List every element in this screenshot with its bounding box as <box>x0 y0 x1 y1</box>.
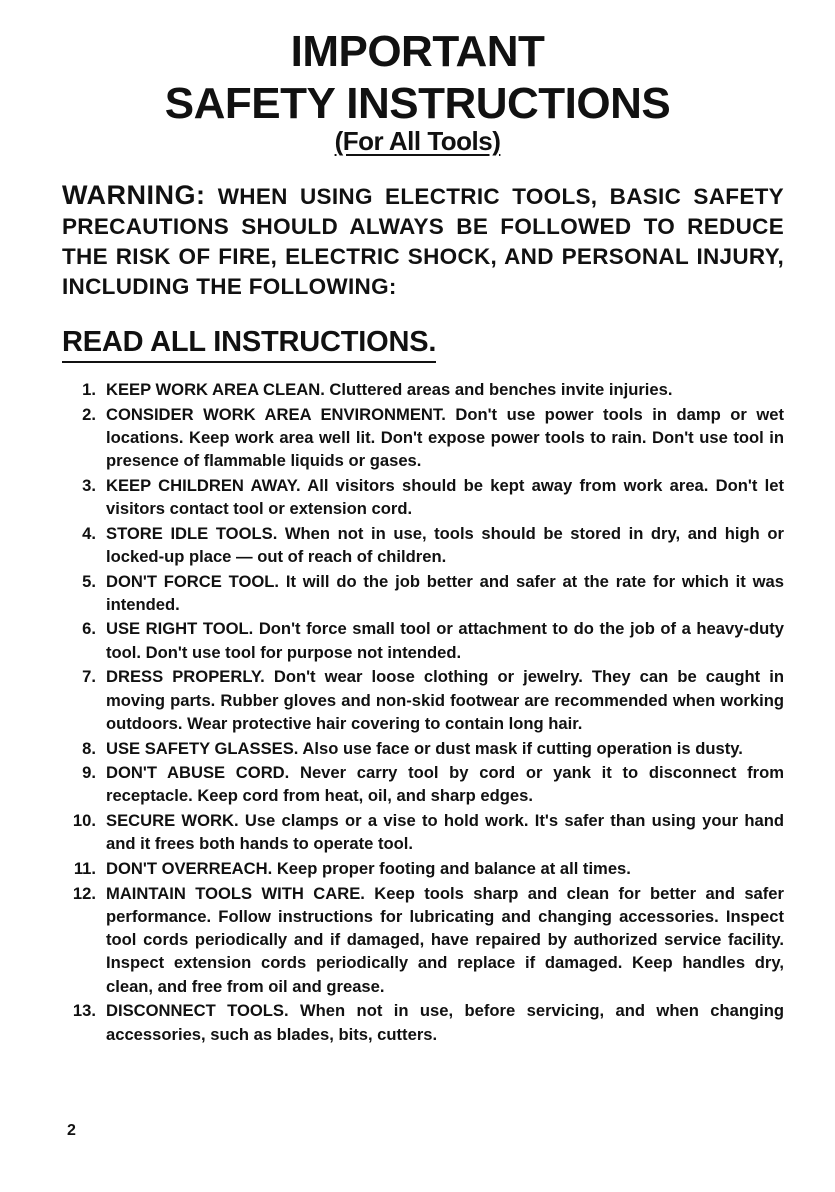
list-item <box>62 403 784 473</box>
item-text: DON'T FORCE TOOL. It will do the job better and safer at the rate for which it was intended. <box>106 571 784 614</box>
item-number: 5. <box>82 571 96 591</box>
item-number: 3. <box>82 475 96 495</box>
list-item <box>62 570 784 617</box>
item-number: 12. <box>72 883 96 903</box>
item-text: DON'T OVERREACH. Keep proper footing and balance at all times. <box>106 858 631 878</box>
item-number: 11. <box>73 858 96 878</box>
list-item <box>62 761 784 808</box>
item-number: 6. <box>82 619 96 639</box>
list-item <box>62 999 784 1046</box>
instruction-list <box>62 378 784 1047</box>
item-text: STORE IDLE TOOLS. When not in use, tools should be stored in dry, and high or locked-up place — out of reach of children. <box>106 523 784 566</box>
item-number: 13. <box>72 1001 96 1021</box>
list-item <box>62 809 784 856</box>
item-text: DRESS PROPERLY. Don't wear loose clothing or jewelry. They can be caught in moving parts. Rubber gloves and non-skid footwear are recommended when working outdoors. Wear protective hair covering to contain long hair. <box>106 667 784 733</box>
list-item <box>62 737 784 760</box>
item-number: 1. <box>82 380 96 399</box>
list-item <box>62 617 784 664</box>
page-number: 2 <box>67 1122 76 1139</box>
item-text: DISCONNECT TOOLS. When not in use, before servicing, and when changing accessories, such as blades, bits, cutters. <box>106 1001 784 1044</box>
item-number: 7. <box>82 667 96 687</box>
item-text: USE RIGHT TOOL. Don't force small tool or attachment to do the job of a heavy-duty tool. Don't use tool for purpose not intended. <box>106 619 784 662</box>
warning-label: WARNING: <box>62 180 206 210</box>
item-text: DON'T ABUSE CORD. Never carry tool by cord or yank it to disconnect from receptacle. Keep cord from heat, oil, and sharp edges. <box>106 763 784 806</box>
subtitle-for-all-tools: (For All Tools) <box>334 126 501 156</box>
list-item <box>62 522 784 569</box>
title-important: IMPORTANT <box>290 27 545 76</box>
warning-paragraph <box>62 180 784 302</box>
item-text: MAINTAIN TOOLS WITH CARE. Keep tools sharp and clean for better and safer performance. Follow instructions for lubricating and changing accessories. Inspect tool cords periodically and if damaged, have repaired by authorized service facility. Inspect extension cords periodically and replace if damaged. Keep handles dry, clean, and free from oil and grease. <box>106 883 784 996</box>
list-item <box>62 882 784 998</box>
section-heading: READ ALL INSTRUCTIONS. <box>62 328 436 363</box>
title-safety-instructions: SAFETY INSTRUCTIONS <box>164 79 671 128</box>
warning-text: WHEN USING ELECTRIC TOOLS, BASIC SAFETY PRECAUTIONS SHOULD ALWAYS BE FOLLOWED TO REDUCE THE RISK OF FIRE, ELECTRIC SHOCK, AND PERSONAL INJURY, INCLUDING THE FOLLOWING: <box>62 184 784 299</box>
item-text: KEEP CHILDREN AWAY. All visitors should be kept away from work area. Don't let visitors contact tool or extension cord. <box>106 475 784 519</box>
item-text: CONSIDER WORK AREA ENVIRONMENT. Don't use power tools in damp or wet locations. Keep work area well lit. Don't expose power tools to rain. Don't use tool in presence of flammable liquids or gases. <box>106 404 784 471</box>
item-text: SECURE WORK. Use clamps or a vise to hold work. It's safer than using your hand and it frees both hands to operate tool. <box>106 811 784 854</box>
item-number: 2. <box>82 404 96 424</box>
item-text: KEEP WORK AREA CLEAN. Cluttered areas and benches invite injuries. <box>106 380 673 399</box>
list-item <box>62 378 784 401</box>
item-text: USE SAFETY GLASSES. Also use face or dust mask if cutting operation is dusty. <box>106 738 743 758</box>
list-item <box>62 474 784 521</box>
item-number: 8. <box>82 738 96 758</box>
list-item <box>62 857 784 880</box>
item-number: 10. <box>72 811 96 831</box>
item-number: 4. <box>82 523 96 543</box>
item-number: 9. <box>82 763 96 783</box>
list-item <box>62 665 784 735</box>
